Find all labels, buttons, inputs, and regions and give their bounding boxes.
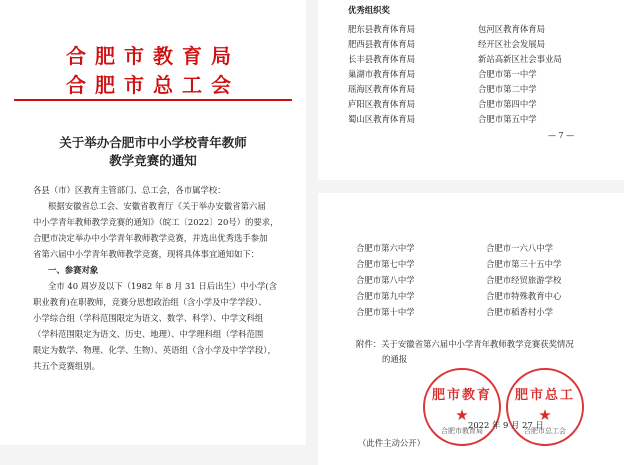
- body-line: 共五个竞赛组别。: [33, 361, 100, 371]
- award-org-item: 包河区教育体育局: [478, 24, 545, 34]
- issuer-header-education-bureau: 合肥市教育局: [66, 44, 240, 68]
- award-org-item: 巢湖市教育体育局: [348, 69, 415, 79]
- award-org-item: 庐阳区教育体育局: [348, 99, 415, 109]
- notice-first-page: [0, 0, 306, 445]
- award-list-final-page: [318, 193, 624, 465]
- page-number: — 7 —: [548, 131, 575, 140]
- body-line: 省第六届中小学青年教师教学竞赛，现将具体事宜通知如下：: [33, 249, 260, 259]
- award-org-item: 长丰县教育体育局: [348, 54, 415, 64]
- award-school-item: 合肥市第三十五中学: [486, 259, 562, 269]
- notice-title-line1: 关于举办合肥市中小学校青年教师: [59, 135, 247, 150]
- award-school-item: 合肥市第十中学: [356, 307, 415, 317]
- award-heading: 优秀组织奖: [348, 5, 390, 15]
- issuer-header-trade-union: 合肥市总工会: [66, 73, 240, 97]
- red-divider-line: [14, 99, 292, 101]
- attachment-line: 的通报: [382, 354, 408, 364]
- award-org-item: 肥西县教育体育局: [348, 39, 415, 49]
- body-line: 小学综合组（学科范围限定为语文、数学、科学）、中学文科组: [33, 313, 264, 323]
- body-line: 全市 40 周岁及以下（1982 年 8 月 31 日后出生）中小学(含: [48, 281, 277, 291]
- award-school-item: 合肥市经贸旅游学校: [486, 275, 562, 285]
- award-org-item: 合肥市第一中学: [478, 69, 537, 79]
- award-org-item: 新站高新区社会事业局: [478, 54, 562, 64]
- award-org-item: 瑶海区教育体育局: [348, 84, 415, 94]
- award-school-item: 合肥市第九中学: [356, 291, 415, 301]
- section-heading-participants: 一、参赛对象: [48, 265, 99, 275]
- award-org-item: 蜀山区教育体育局: [348, 114, 415, 124]
- body-line: 根据安徽省总工会、安徽省教育厅《关于举办安徽省第六届: [48, 201, 266, 211]
- body-line: 职业教育)在职教师，竞赛分思想政治组（含小学及中学学段）、: [33, 297, 267, 307]
- award-school-item: 合肥市一六八中学: [486, 243, 553, 253]
- award-school-item: 合肥市第七中学: [356, 259, 415, 269]
- public-disclosure-note: （此件主动公开）: [358, 438, 425, 448]
- award-org-item: 肥东县教育体育局: [348, 24, 415, 34]
- issue-date: 2022 年 9 月 27 日: [468, 420, 544, 430]
- star-icon: ★: [455, 406, 469, 424]
- notice-title-line2: 教学竞赛的通知: [109, 153, 197, 168]
- award-org-item: 经开区社会发展局: [478, 39, 545, 49]
- body-line: 限定为数学、物理、化学、生物）、英语组（含小学及中学学段），: [33, 345, 276, 355]
- award-school-item: 合肥市第八中学: [356, 275, 415, 285]
- award-school-item: 合肥市特殊教育中心: [486, 291, 562, 301]
- award-org-item: 合肥市第五中学: [478, 114, 537, 124]
- attachment-line: 附件：关于安徽省第六届中小学青年教师教学竞赛获奖情况: [356, 339, 574, 349]
- education-bureau-seal: 肥市教育 ★ 合肥市教育局: [423, 368, 501, 446]
- body-line: 中小学青年教师教学竞赛的通知》（皖工〔2022〕20号）的要求，: [33, 217, 279, 227]
- award-org-item: 合肥市第二中学: [478, 84, 537, 94]
- body-line: （学科范围限定为语文、历史、地理）、中学理科组（学科范围: [33, 329, 264, 339]
- award-school-item: 合肥市第六中学: [356, 243, 415, 253]
- award-list-page-7: [318, 0, 624, 180]
- body-line: 合肥市决定举办中小学青年教师教学竞赛，并选出优秀选手参加: [33, 233, 268, 243]
- award-school-item: 合肥市稻香村小学: [486, 307, 553, 317]
- addressee-line: 各县（市）区教育主管部门、总工会，各市属学校：: [33, 185, 226, 195]
- star-icon: ★: [538, 406, 552, 424]
- trade-union-seal: 肥市总工 ★ 合肥市总工会: [506, 368, 584, 446]
- award-org-item: 合肥市第四中学: [478, 99, 537, 109]
